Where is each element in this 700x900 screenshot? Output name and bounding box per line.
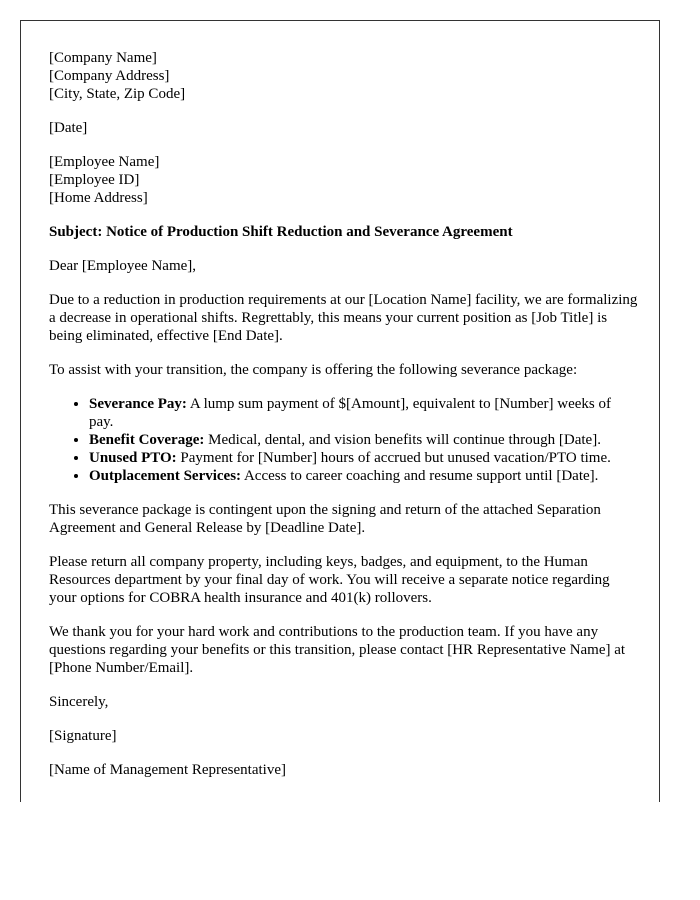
benefit-item-severance-pay [89,395,639,431]
benefit-label: Severance Pay: [89,396,187,412]
subject-line: Subject: Notice of Production Shift Reduction and Severance Agreement [49,224,513,240]
sender-block [49,49,639,103]
benefit-item-outplacement [89,467,639,485]
benefit-text: Medical, dental, and vision benefits will continue through [Date]. [204,432,601,448]
letter-date: [Date] [49,120,88,136]
salutation: Dear [Employee Name], [49,258,197,274]
thanks-paragraph: We thank you for your hard work and contributions to the production team. If you have any questions regarding your benefits or this transition, please contact [HR Representative Name] at [Phone Number/Email]. [49,624,626,676]
city-state-zip: [City, State, Zip Code] [49,86,186,102]
benefit-label: Unused PTO: [89,450,177,466]
benefit-label: Outplacement Services: [89,468,242,484]
employee-name: [Employee Name] [49,154,160,170]
property-paragraph: Please return all company property, including keys, badges, and equipment, to the Human Resources department by your final day of work. You will receive a separate notice regarding your options for COBRA health insurance and 401(k) rollovers. [49,554,610,606]
letter-page [20,20,660,802]
benefit-label: Benefit Coverage: [89,432,205,448]
recipient-block [49,153,639,207]
benefit-text: Payment for [Number] hours of accrued but unused vacation/PTO time. [176,450,611,466]
signature: [Signature] [49,728,117,744]
intro-paragraph: Due to a reduction in production requirements at our [Location Name] facility, we are formalizing a decrease in operational shifts. Regrettably, this means your current position as [Job Title] is being eliminated, effective [End Date]. [49,292,638,344]
home-address: [Home Address] [49,190,148,206]
company-address: [Company Address] [49,68,170,84]
closing: Sincerely, [49,694,109,710]
letter-content [49,49,639,795]
benefit-item-unused-pto [89,449,639,467]
benefit-text: Access to career coaching and resume support until [Date]. [241,468,599,484]
benefit-item-benefit-coverage [89,431,639,449]
contingent-paragraph: This severance package is contingent upon the signing and return of the attached Separation Agreement and General Release by [Deadline Date]. [49,502,601,536]
package-intro-paragraph: To assist with your transition, the company is offering the following severance package: [49,362,578,378]
benefit-text: A lump sum payment of $[Amount], equivalent to [Number] weeks of pay. [89,396,611,430]
employee-id: [Employee ID] [49,172,140,188]
company-name: [Company Name] [49,50,157,66]
severance-benefits-list [49,395,639,485]
signer-name: [Name of Management Representative] [49,762,286,778]
